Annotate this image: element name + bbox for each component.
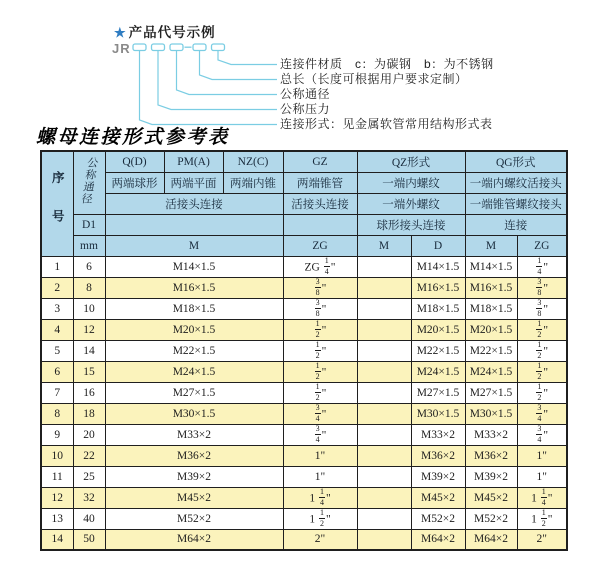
table-row (41, 277, 567, 298)
cell-qz-d: M18×1.5 (411, 298, 465, 319)
cell-dn: 14 (73, 340, 105, 361)
cell-dn: 12 (73, 319, 105, 340)
cell-qg-zg: $\frac{1}{4}$ " (517, 256, 567, 277)
cell-serial: 4 (41, 319, 73, 340)
cell-empty (283, 214, 357, 235)
col-header-pma: PM(A) (164, 151, 223, 172)
cell-qz-d: M27×1.5 (411, 382, 465, 403)
table-title: 螺母连接形式参考表 (36, 126, 230, 148)
cell-m: M52×2 (105, 508, 283, 529)
cell-serial: 6 (41, 361, 73, 382)
code-segment-box (193, 44, 206, 51)
cell-qz-m (357, 298, 411, 319)
cell-qz-m (357, 487, 411, 508)
cell-qz-d: M14×1.5 (411, 256, 465, 277)
end-type-pma: 两端平面 (164, 172, 223, 193)
unit-qg-zg: ZG (517, 235, 567, 256)
cell-qg-m: M20×1.5 (465, 319, 517, 340)
cell-m: M64×2 (105, 529, 283, 550)
cell-serial: 11 (41, 466, 73, 487)
cell-m: M16×1.5 (105, 277, 283, 298)
cell-qg-zg: $\frac{3}{8}$ " (517, 277, 567, 298)
cell-qg-zg: $\frac{1}{2}$ " (517, 361, 567, 382)
cell-dn: 40 (73, 508, 105, 529)
diagram-label: 总长（长度可根据用户要求定制） (280, 72, 468, 86)
cell-dn: 16 (73, 382, 105, 403)
diagram-heading-text: 产品代号示例 (128, 25, 216, 40)
cell-serial: 12 (41, 487, 73, 508)
conn2-qg: 连接 (465, 214, 567, 235)
cell-gz: $\frac{3}{8}$ " (283, 298, 357, 319)
code-segment-box (152, 44, 165, 51)
connector-line (140, 51, 278, 125)
connector-line (218, 51, 277, 65)
end-type-qz: 一端内螺纹 (357, 172, 465, 193)
cell-qz-d: M39×2 (411, 466, 465, 487)
table-row (41, 382, 567, 403)
cell-qz-m (357, 403, 411, 424)
cell-gz: $\frac{3}{4}$ " (283, 403, 357, 424)
cell-qg-zg: $\frac{3}{4}$ " (517, 424, 567, 445)
col-header-nzc: NZ(C) (223, 151, 283, 172)
cell-m: M27×1.5 (105, 382, 283, 403)
cell-qz-d: M52×2 (411, 508, 465, 529)
diagram-label: 公称压力 (280, 102, 331, 116)
cell-m: M24×1.5 (105, 361, 283, 382)
cell-qz-d: M20×1.5 (411, 319, 465, 340)
cell-qg-zg: 1" (517, 466, 567, 487)
cell-serial: 13 (41, 508, 73, 529)
cell-qg-zg: 1 $\frac{1}{4}$ " (517, 487, 567, 508)
cell-dn: 50 (73, 529, 105, 550)
unit-qz-d: D (411, 235, 465, 256)
cell-qg-zg: $\frac{1}{2}$ " (517, 340, 567, 361)
cell-qg-m: M18×1.5 (465, 298, 517, 319)
cell-gz: 1" (283, 445, 357, 466)
cell-qg-m: M30×1.5 (465, 403, 517, 424)
cell-qz-m (357, 466, 411, 487)
cell-gz: 1 $\frac{1}{2}$ " (283, 508, 357, 529)
cell-qz-m (357, 256, 411, 277)
cell-empty (105, 214, 283, 235)
end-type-qd: 两端球形 (105, 172, 164, 193)
cell-qz-m (357, 529, 411, 550)
cell-qg-m: M36×2 (465, 445, 517, 466)
cell-qg-zg: 2" (517, 529, 567, 550)
unit-m: M (105, 235, 283, 256)
code-segment-box (170, 44, 183, 51)
cell-serial: 5 (41, 340, 73, 361)
table-row (41, 529, 567, 550)
col-header-qg: QG形式 (465, 151, 567, 172)
cell-dn: 6 (73, 256, 105, 277)
cell-qz-m (357, 340, 411, 361)
col-header-d1: D1 (73, 214, 105, 235)
col-header-qz: QZ形式 (357, 151, 465, 172)
col-header-qd: Q(D) (105, 151, 164, 172)
cell-qz-d: M24×1.5 (411, 361, 465, 382)
diagram-label: 公称通径 (280, 87, 331, 101)
table-row (41, 424, 567, 445)
reference-table (40, 150, 568, 551)
conn-type-union: 活接头连接 (105, 193, 283, 214)
cell-dn: 8 (73, 277, 105, 298)
cell-gz: 1" (283, 466, 357, 487)
cell-serial: 2 (41, 277, 73, 298)
cell-dn: 32 (73, 487, 105, 508)
cell-m: M14×1.5 (105, 256, 283, 277)
cell-qg-zg: $\frac{3}{4}$ " (517, 403, 567, 424)
cell-qz-d: M36×2 (411, 445, 465, 466)
cell-serial: 9 (41, 424, 73, 445)
cell-dn: 15 (73, 361, 105, 382)
serial-label: 序号 (50, 170, 65, 248)
cell-qg-zg: 1 $\frac{1}{2}$ " (517, 508, 567, 529)
col-header-serial (41, 151, 73, 256)
cell-dn: 22 (73, 445, 105, 466)
unit-mm: mm (73, 235, 105, 256)
connector-line (177, 51, 278, 95)
code-segment-box (133, 44, 146, 51)
table-row (41, 445, 567, 466)
cell-qg-m: M45×2 (465, 487, 517, 508)
cell-serial: 8 (41, 403, 73, 424)
diagram-label: 连接形式：见金属软管常用结构形式表 (280, 117, 493, 131)
cell-qg-m: M14×1.5 (465, 256, 517, 277)
cell-qz-m (357, 277, 411, 298)
cell-qz-d: M16×1.5 (411, 277, 465, 298)
cell-gz: $\frac{3}{4}$ " (283, 424, 357, 445)
cell-gz: $\frac{1}{2}$ " (283, 361, 357, 382)
cell-gz: $\frac{1}{2}$ " (283, 340, 357, 361)
cell-m: M45×2 (105, 487, 283, 508)
cell-qz-d: M45×2 (411, 487, 465, 508)
cell-gz: 2" (283, 529, 357, 550)
end-type-nzc: 两端内锥 (223, 172, 283, 193)
cell-qz-d: M30×1.5 (411, 403, 465, 424)
cell-gz: 1 $\frac{1}{4}$ " (283, 487, 357, 508)
cell-qz-m (357, 319, 411, 340)
connector-line (200, 51, 278, 80)
cell-gz: $\frac{1}{2}$ " (283, 319, 357, 340)
table-row (41, 319, 567, 340)
cell-qz-d: M33×2 (411, 424, 465, 445)
conn-type-qg: 一端锥管螺纹接头 (465, 193, 567, 214)
cell-gz: ZG $\frac{1}{4}$ " (283, 256, 357, 277)
cell-qg-zg: $\frac{1}{2}$ " (517, 319, 567, 340)
conn-type-gz: 活接头连接 (283, 193, 357, 214)
cell-qg-m: M33×2 (465, 424, 517, 445)
cell-qg-m: M24×1.5 (465, 361, 517, 382)
cell-serial: 1 (41, 256, 73, 277)
table-row (41, 340, 567, 361)
diagram-label: 连接件材质 c：为碳钢 b：为不锈钢 (280, 57, 494, 71)
cell-qg-zg: $\frac{3}{8}$ " (517, 298, 567, 319)
table-row (41, 403, 567, 424)
end-type-gz: 两端锥管 (283, 172, 357, 193)
cell-serial: 10 (41, 445, 73, 466)
table-row (41, 466, 567, 487)
cell-m: M36×2 (105, 445, 283, 466)
cell-dn: 25 (73, 466, 105, 487)
cell-qg-m: M64×2 (465, 529, 517, 550)
cell-gz: $\frac{1}{2}$ " (283, 382, 357, 403)
cell-serial: 7 (41, 382, 73, 403)
cell-qg-m: M52×2 (465, 508, 517, 529)
cell-dn: 10 (73, 298, 105, 319)
cell-qz-m (357, 382, 411, 403)
cell-m: M18×1.5 (105, 298, 283, 319)
unit-qz-m: M (357, 235, 411, 256)
cell-qz-d: M22×1.5 (411, 340, 465, 361)
cell-m: M30×1.5 (105, 403, 283, 424)
cell-m: M39×2 (105, 466, 283, 487)
cell-serial: 14 (41, 529, 73, 550)
table-row (41, 508, 567, 529)
conn-type-qz: 一端外螺纹 (357, 193, 465, 214)
table-row (41, 361, 567, 382)
cell-qz-d: M64×2 (411, 529, 465, 550)
code-segment-box (212, 44, 225, 51)
col-header-gz: GZ (283, 151, 357, 172)
cell-gz: $\frac{3}{8}$ " (283, 277, 357, 298)
cell-dn: 18 (73, 403, 105, 424)
end-type-qg: 一端内螺纹活接头 (465, 172, 567, 193)
dn-label: 公称通径 (79, 157, 99, 206)
cell-m: M33×2 (105, 424, 283, 445)
code-prefix: JR (112, 41, 131, 56)
cell-qg-m: M27×1.5 (465, 382, 517, 403)
cell-m: M22×1.5 (105, 340, 283, 361)
cell-qz-m (357, 445, 411, 466)
star-icon: ★ (114, 25, 127, 40)
cell-qz-m (357, 361, 411, 382)
cell-qg-m: M22×1.5 (465, 340, 517, 361)
table-row (41, 487, 567, 508)
cell-qg-m: M16×1.5 (465, 277, 517, 298)
table-row (41, 256, 567, 277)
table-row (41, 298, 567, 319)
conn2-qz: 球形接头连接 (357, 214, 465, 235)
cell-qg-zg: $\frac{1}{2}$ " (517, 382, 567, 403)
cell-qg-zg: 1" (517, 445, 567, 466)
unit-zg: ZG (283, 235, 357, 256)
cell-qg-m: M39×2 (465, 466, 517, 487)
cell-m: M20×1.5 (105, 319, 283, 340)
cell-serial: 3 (41, 298, 73, 319)
cell-qz-m (357, 424, 411, 445)
table-body (41, 256, 567, 550)
cell-dn: 20 (73, 424, 105, 445)
col-header-dn (73, 151, 105, 214)
cell-qz-m (357, 508, 411, 529)
unit-qg-m: M (465, 235, 517, 256)
